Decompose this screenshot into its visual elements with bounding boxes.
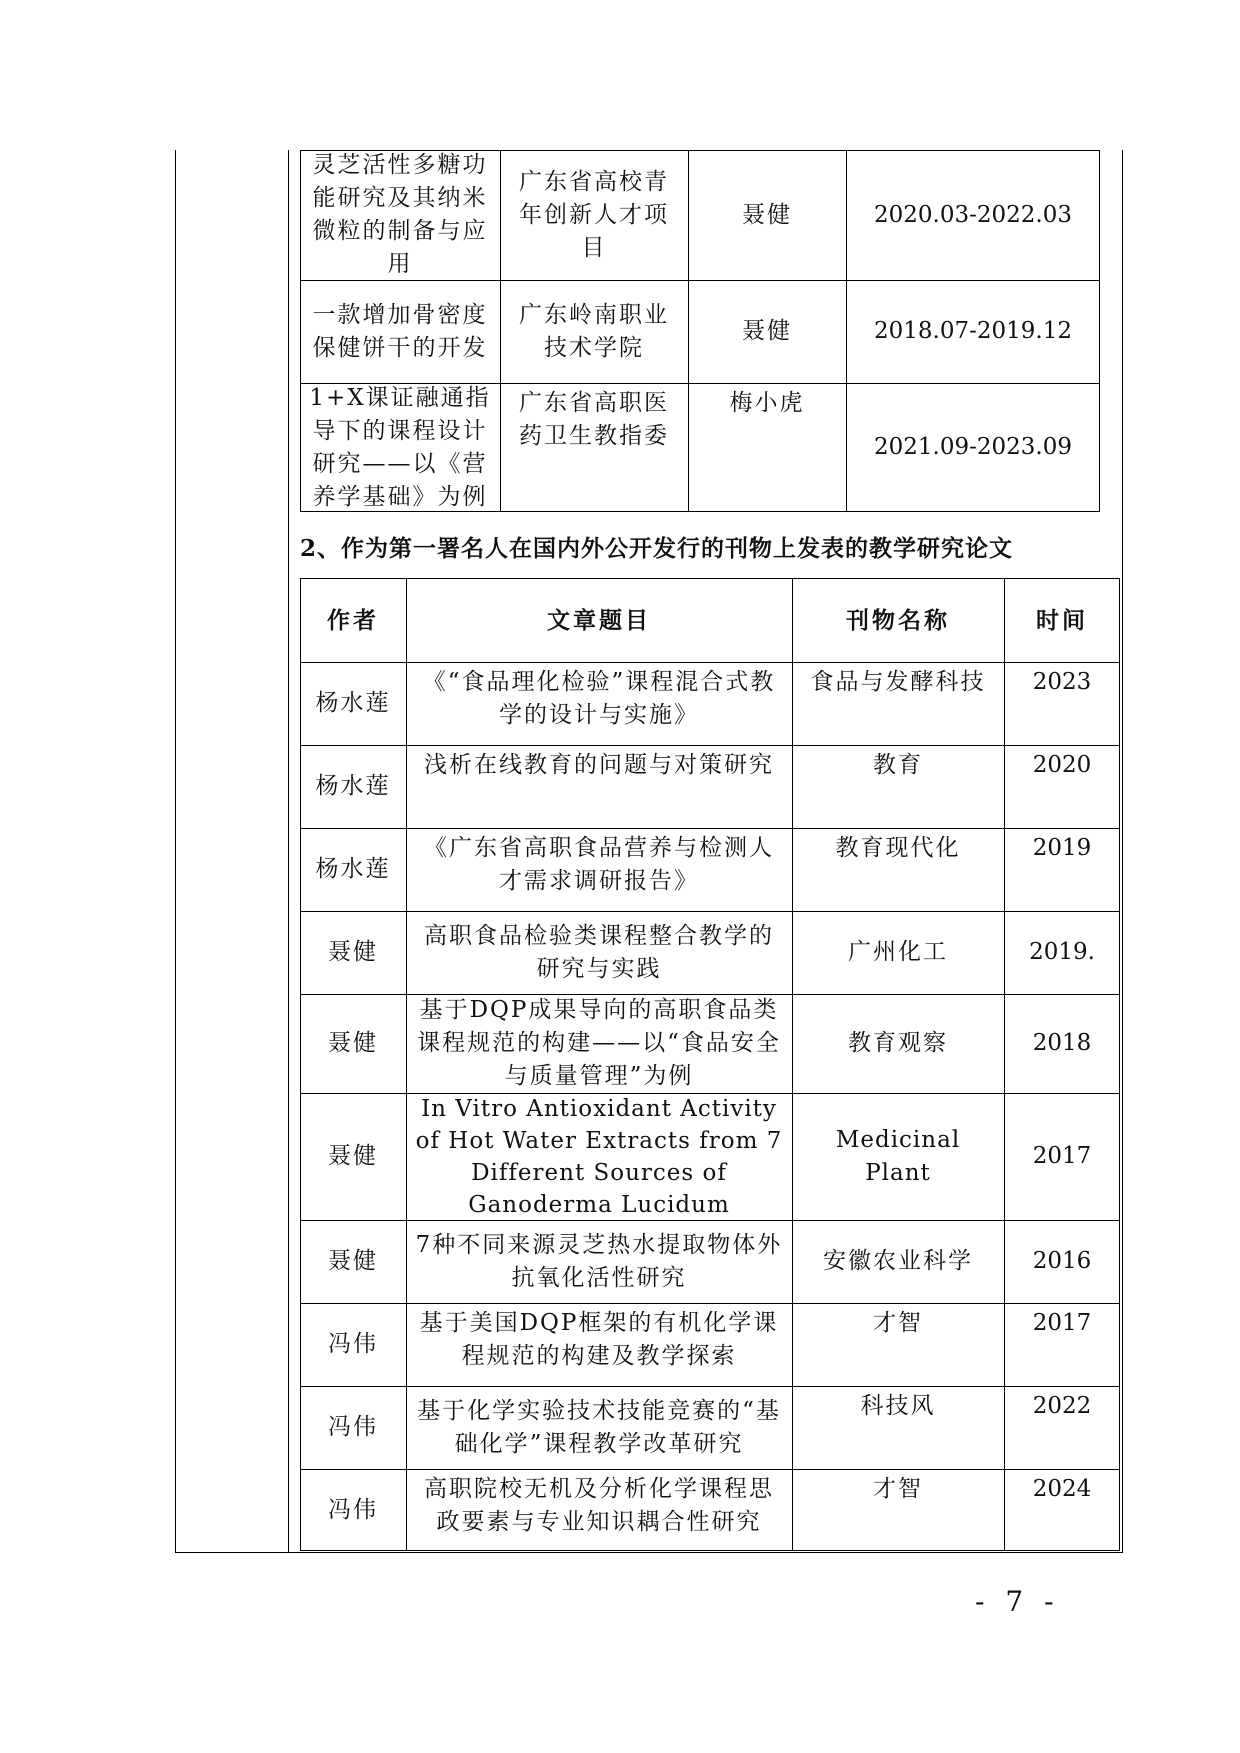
project-leader: 梅小虎 bbox=[729, 390, 805, 416]
paper-year: 2019. bbox=[1029, 939, 1095, 965]
paper-journal: 教育 bbox=[873, 752, 923, 778]
paper-title: 浅析在线教育的问题与对策研究 bbox=[424, 752, 774, 778]
paper-journal: 广州化工 bbox=[848, 939, 948, 965]
paper-year: 2018 bbox=[1032, 1030, 1092, 1056]
project-name: 1+X课证融通指导下的课程设计研究——以《营养学基础》为例 bbox=[309, 384, 491, 510]
label-column-divider bbox=[288, 150, 289, 1552]
project-source: 广东省高校青年创新人才项目 bbox=[519, 168, 669, 261]
project-leader: 聂健 bbox=[742, 318, 792, 344]
outer-bottom-border bbox=[175, 1552, 1123, 1553]
paper-author: 冯伟 bbox=[328, 1331, 378, 1357]
paper-author: 聂健 bbox=[328, 1248, 378, 1274]
header-author: 作者 bbox=[327, 606, 379, 634]
project-name: 一款增加骨密度保健饼干的开发 bbox=[312, 301, 488, 361]
paper-title: 高职院校无机及分析化学课程思政要素与专业知识耦合性研究 bbox=[424, 1476, 774, 1535]
project-period: 2021.09-2023.09 bbox=[874, 434, 1072, 460]
project-source: 广东岭南职业技术学院 bbox=[519, 301, 669, 361]
paper-title: In Vitro Antioxidant Activity of Hot Water Extracts from 7 Different Sources of Ganoderma Lucidum bbox=[415, 1095, 783, 1218]
paper-title: 《“食品理化检验”课程混合式教学的设计与实施》 bbox=[422, 669, 776, 728]
paper-author: 杨水莲 bbox=[315, 773, 391, 799]
outer-left-border bbox=[175, 150, 176, 1552]
header-journal: 刊物名称 bbox=[846, 606, 950, 634]
header-year: 时间 bbox=[1036, 606, 1088, 634]
outer-right-border bbox=[1122, 150, 1123, 1552]
paper-title: 7种不同来源灵芝热水提取物体外抗氧化活性研究 bbox=[415, 1231, 783, 1291]
paper-journal: 教育观察 bbox=[848, 1030, 948, 1056]
paper-year: 2016 bbox=[1032, 1248, 1092, 1274]
paper-journal: 安徽农业科学 bbox=[823, 1248, 973, 1274]
paper-journal: 才智 bbox=[873, 1310, 923, 1336]
project-period: 2020.03-2022.03 bbox=[874, 201, 1072, 228]
paper-author: 聂健 bbox=[328, 1143, 378, 1169]
paper-journal: Medicinal Plant bbox=[835, 1126, 961, 1186]
project-period: 2018.07-2019.12 bbox=[874, 318, 1072, 344]
paper-author: 冯伟 bbox=[328, 1496, 378, 1523]
page-number: - 7 - bbox=[975, 1585, 1060, 1618]
project-name: 灵芝活性多糖功能研究及其纳米微粒的制备与应用 bbox=[312, 152, 488, 277]
paper-year: 2023 bbox=[1032, 669, 1092, 695]
paper-journal: 食品与发酵科技 bbox=[810, 669, 986, 695]
paper-title: 高职食品检验类课程整合教学的研究与实践 bbox=[424, 922, 774, 982]
paper-year: 2022 bbox=[1032, 1393, 1092, 1419]
header-title: 文章题目 bbox=[547, 606, 651, 634]
paper-year: 2017 bbox=[1032, 1310, 1092, 1336]
paper-journal: 科技风 bbox=[860, 1393, 936, 1419]
paper-title: 基于DQP成果导向的高职食品类课程规范的构建——以“食品安全与质量管理”为例 bbox=[417, 997, 781, 1089]
paper-title: 《广东省高职食品营养与检测人才需求调研报告》 bbox=[424, 835, 774, 894]
paper-year: 2017 bbox=[1032, 1143, 1092, 1169]
paper-journal: 教育现代化 bbox=[835, 835, 961, 861]
paper-year: 2019 bbox=[1032, 835, 1092, 861]
paper-year: 2020 bbox=[1032, 752, 1092, 778]
paper-year: 2024 bbox=[1032, 1476, 1092, 1502]
project-source: 广东省高职医药卫生教指委 bbox=[519, 390, 669, 449]
paper-author: 杨水莲 bbox=[315, 856, 391, 882]
section-title: 2、作为第一署名人在国内外公开发行的刊物上发表的教学研究论文 bbox=[300, 535, 1014, 562]
paper-title: 基于美国DQP框架的有机化学课程规范的构建及教学探索 bbox=[419, 1310, 779, 1369]
paper-title: 基于化学实验技术技能竞赛的“基础化学”课程教学改革研究 bbox=[417, 1397, 781, 1457]
paper-author: 聂健 bbox=[328, 1030, 378, 1056]
paper-author: 冯伟 bbox=[328, 1414, 378, 1440]
paper-journal: 才智 bbox=[873, 1476, 923, 1502]
project-leader: 聂健 bbox=[742, 201, 792, 228]
paper-author: 杨水莲 bbox=[315, 690, 391, 716]
paper-author: 聂健 bbox=[328, 939, 378, 965]
